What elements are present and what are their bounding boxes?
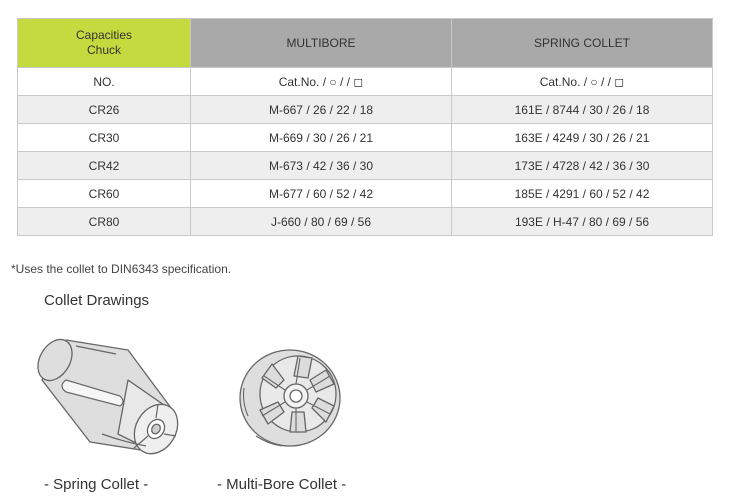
- spring-collet-caption: - Spring Collet -: [44, 476, 149, 493]
- multibore-cell: M-673 / 42 / 36 / 30: [191, 152, 452, 180]
- spring-collet-cell: 173E / 4728 / 42 / 36 / 30: [452, 152, 713, 180]
- table-header-row: [18, 19, 713, 68]
- multibore-collet-caption: - Multi-Bore Collet -: [217, 476, 347, 493]
- multibore-cell: M-669 / 30 / 26 / 21: [191, 124, 452, 152]
- spring-collet-cell: 161E / 8744 / 30 / 26 / 18: [452, 96, 713, 124]
- collet-drawings-title: Collet Drawings: [44, 292, 150, 309]
- spring-collet-cell: Cat.No. / ○ / / ◻: [452, 68, 713, 96]
- header-multibore: MULTIBORE: [191, 19, 452, 68]
- table-row: [18, 68, 713, 96]
- header-chuck-label: Chuck: [86, 43, 121, 57]
- header-spring-collet: SPRING COLLET: [452, 19, 713, 68]
- multibore-cell: J-660 / 80 / 69 / 56: [191, 208, 452, 236]
- table-row: [18, 96, 713, 124]
- din-specification-note: *Uses the collet to DIN6343 specification.: [11, 262, 232, 276]
- collet-capacity-table: [17, 18, 713, 236]
- row-label: NO.: [18, 68, 191, 96]
- row-label: CR26: [18, 96, 191, 124]
- header-capacities-chuck: [18, 19, 191, 68]
- spring-collet-cell: 185E / 4291 / 60 / 52 / 42: [452, 180, 713, 208]
- multibore-collet-drawing-icon: [234, 340, 346, 452]
- spring-collet-drawing-icon: [36, 330, 184, 460]
- header-capacities-label: Capacities: [75, 28, 133, 42]
- spring-collet-cell: 193E / H-47 / 80 / 69 / 56: [452, 208, 713, 236]
- row-label: CR42: [18, 152, 191, 180]
- table-row: [18, 180, 713, 208]
- row-label: CR80: [18, 208, 191, 236]
- spring-collet-cell: 163E / 4249 / 30 / 26 / 21: [452, 124, 713, 152]
- table-row: [18, 124, 713, 152]
- table-row: [18, 208, 713, 236]
- multibore-cell: M-667 / 26 / 22 / 18: [191, 96, 452, 124]
- row-label: CR30: [18, 124, 191, 152]
- table-row: [18, 152, 713, 180]
- multibore-cell: Cat.No. / ○ / / ◻: [191, 68, 452, 96]
- multibore-cell: M-677 / 60 / 52 / 42: [191, 180, 452, 208]
- row-label: CR60: [18, 180, 191, 208]
